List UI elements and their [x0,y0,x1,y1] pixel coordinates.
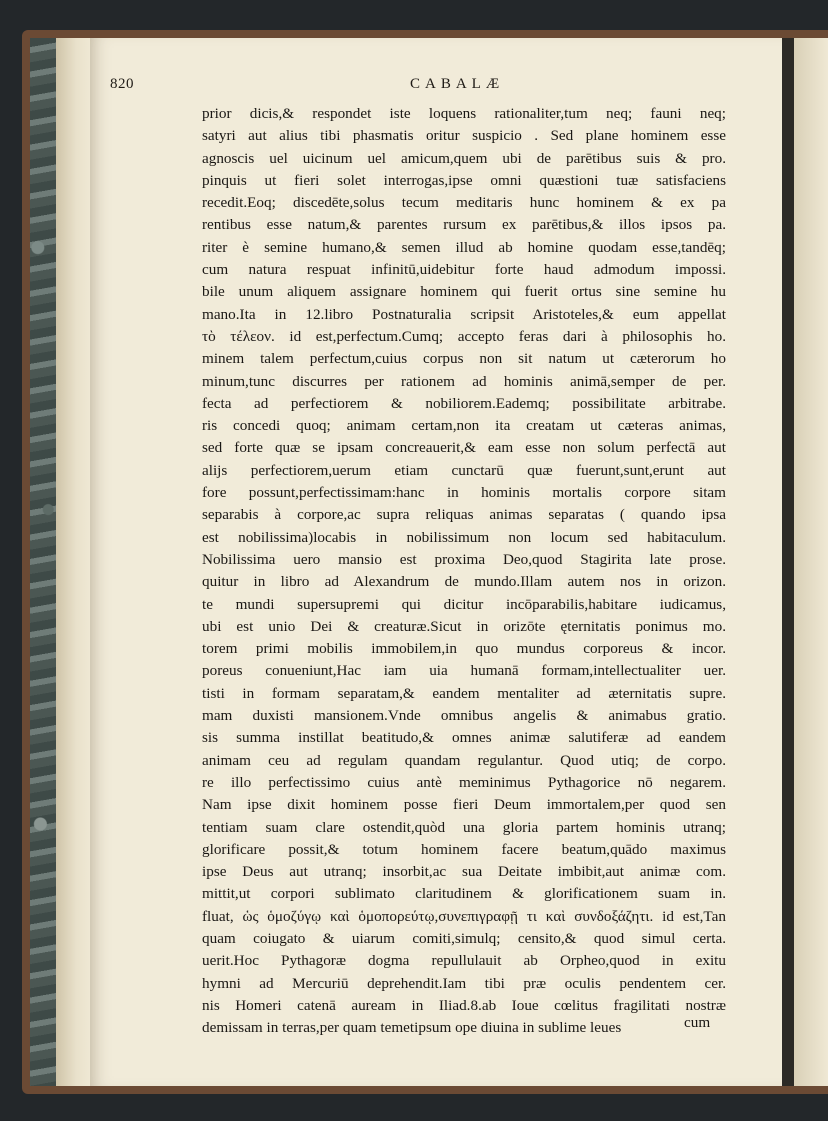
text-line: nis Homeri catenā auream in Iliad.8.ab Ioue cœlitus fragilitati nostræ [202,996,726,1014]
facing-page [794,38,828,1086]
text-line: mano.Ita in 12.libro Postnaturalia scripsit Aristoteles,& eum appellat [202,305,726,323]
text-line: Nam ipse dixit hominem posse fieri Deum immortalem,per quod sen [202,796,726,814]
text-line: sis summa instillat beatitudo,& omnes animæ salutiferæ ad eandem [202,729,726,747]
page-number: 820 [110,76,134,92]
text-line: Nobilissima uero mansio est proxima Deo,quod Stagirita late prose. [202,550,726,568]
text-line: pinquis ut fieri solet interrogas,ipse omni quæstioni tuæ satisfaciens [202,171,726,189]
text-line: rentibus esse natum,& parentes rursum ex parētibus,& illos ipsos pa. [202,216,726,234]
text-line: minem talem perfectum,cuius corpus non sit natum ut cæterorum ho [202,350,726,368]
text-line: separabis à corpore,ac supra reliquas animas separatas ( quando ipsa [202,506,726,524]
text-line: mam duxisti mansionem.Vnde omnibus angelis & animabus gratio. [202,707,726,725]
text-line: mittit,ut corpori sublimato claritudinem & glorificationem suam in. [202,885,726,903]
marbled-edge [30,38,56,1086]
text-line: agnoscis uel uicinum uel amicum,quem ubi de parētibus suis & pro. [202,149,726,167]
text-line: ris concedi quoq; animam certam,non ita creatam ut cæteras animas, [202,417,726,435]
text-line: quitur in libro ad Alexandrum de mundo.Illam autem nos in orizon. [202,573,726,591]
text-line: demissam in terras,per quam temetipsum ope diuina in sublime leues [202,1019,622,1037]
text-line: animam ceu ad regulam quandam regulantur. Quod utiq; de corpo. [202,751,726,769]
text-line: te mundi supersupremi qui dicitur incōparabilis,habitare iudicamus, [202,595,726,613]
page-gutter [56,38,90,1086]
text-line: sed forte quæ se ipsam concreauerit,& eam esse non solum perfectā aut [202,439,726,457]
text-line: re illo perfectissimo cuius antè meminimus Pythagorice nō negarem. [202,773,726,791]
text-line: poreus conueniunt,Hac iam uia humanā formam,intellectualiter uer. [202,662,726,680]
text-line: τὸ τέλεον. id est,perfectum.Cumq; accepto feras dari à philosophis ho. [202,327,726,345]
text-line: cum natura respuat infinitū,uidebitur forte haud admodum impossi. [202,261,726,279]
body-text [202,103,726,1039]
text-line: uerit.Hoc Pythagoræ dogma repullulauit ab Orpheo,quod in exitu [202,952,726,970]
text-line: tentiam suam clare ostendit,quòd una gloria partem hominis utranq; [202,818,726,836]
text-line: fore possunt,perfectissimam:hanc in hominis mortalis corpore sitam [202,484,726,502]
text-line: tisti in formam separatam,& eandem mentaliter ad æternitatis supre. [202,684,726,702]
text-line: ubi est unio Dei & creaturæ.Sicut in orizōte ęternitatis ponimus mo. [202,617,726,635]
text-line: ipse Deus aut utranq; insorbit,ac sua Deitate imbibit,aut animæ com. [202,863,726,881]
text-line: fluat, ὡς ὁμοζύγῳ καὶ ὁμοπορεύτῳ,συνεπιγραφῇ τι καὶ συνδοξάζητι. id est,Tan [202,907,726,925]
text-line: hymni ad Mercuriū deprehendit.Iam tibi præ oculis pendentem cer. [202,974,726,992]
text-line: fecta ad perfectiorem & nobiliorem.Eademq; possibilitate arbitrabe. [202,394,726,412]
page-header [110,76,730,98]
text-line: torem primi mobilis immobilem,in quo mundus corporeus & incor. [202,640,726,658]
text-line: bile unum aliquem assignare hominem qui fuerit ortus sine semine hu [202,283,726,301]
text-line: quam coiugato & uiarum comiti,simulq; censito,& quod simul certa. [202,929,726,947]
text-line: riter è semine humano,& semen illud ab homine quodam esse,tandēq; [202,238,726,256]
text-line: minum,tunc discurres per rationem ad hominis animā,semper de per. [202,372,726,390]
text-line: glorificare possit,& totum hominem facere beatum,quādo maximus [202,840,726,858]
catchword: cum [684,1014,711,1031]
running-head: CABALÆ [410,76,505,92]
text-line: est nobilissima)locabis in nobilissimum non locum sed habitaculum. [202,528,726,546]
text-line: satyri aut alius tibi phasmatis oritur suspicio . Sed plane hominem esse [202,127,726,145]
text-line: prior dicis,& respondet iste loquens rationaliter,tum neq; fauni neq; [202,105,726,122]
text-line: alijs perfectiorem,uerum etiam cunctarū quæ fuerunt,sunt,erunt aut [202,461,726,479]
text-line: recedit.Eoq; discedēte,solus tecum meditaris hunc hominem & ex pa [202,194,726,212]
page-fold [782,38,794,1086]
